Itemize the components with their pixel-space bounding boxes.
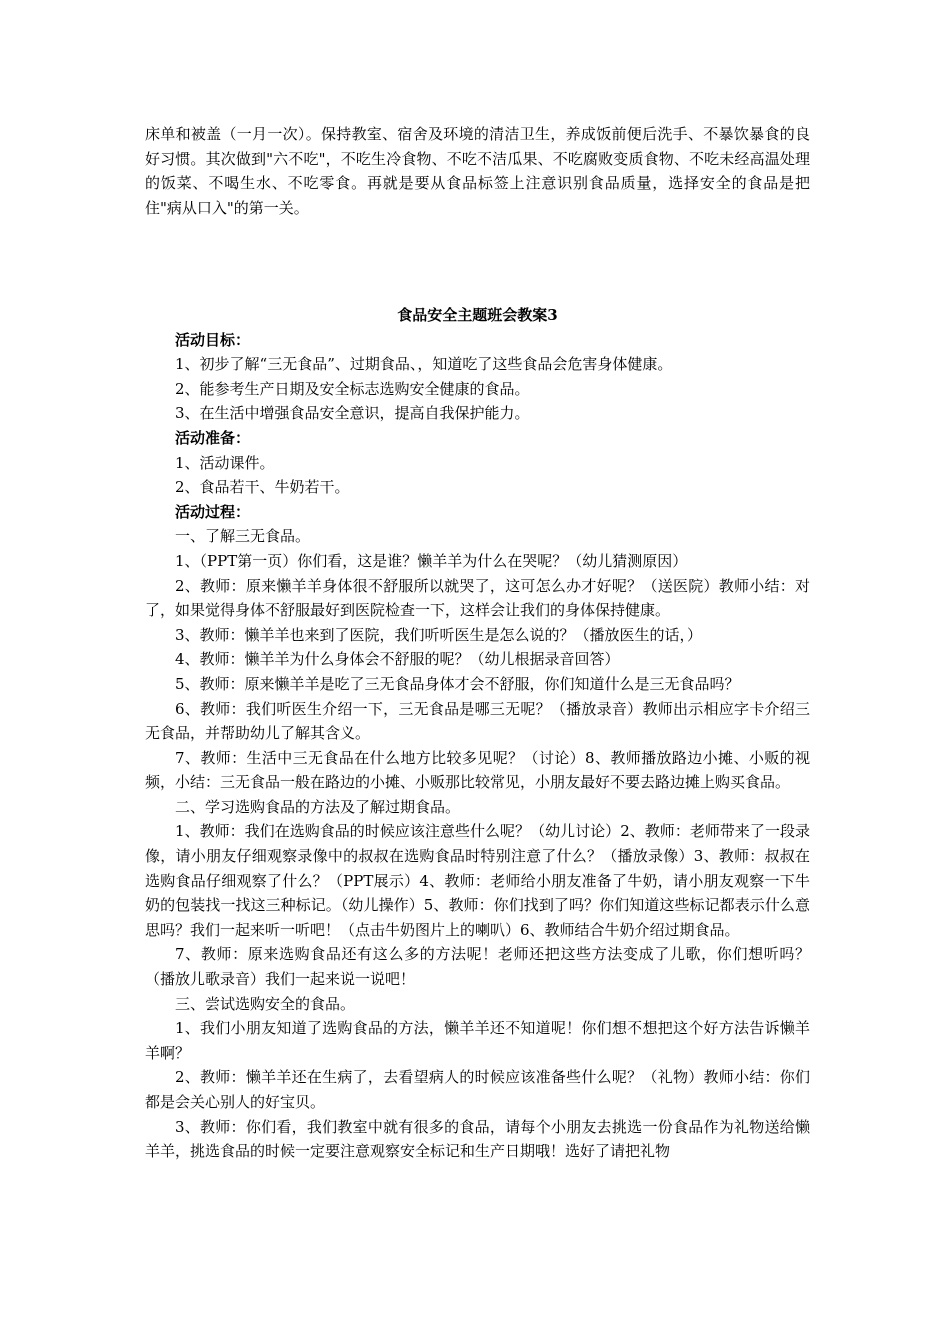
process-step: 1、教师：我们在选购食品的时候应该注意些什么呢？（幼儿讨论）2、教师：老师带来了一段录像，请小朋友仔细观察录像中的叔叔在选购食品时特别注意了什么？（播放录像）3、教师：叔叔在选购食品仔细观察了什么？（PPT展示）4、教师：老师给小朋友准备了牛奶，请小朋友观察一下牛奶的包装找一找这三种标记。（幼儿操作）5、教师：你们找到了吗？你们知道这些标记都表示什么意思吗？我们一起来听一听吧！（点击牛奶图片上的喇叭）6、教师结合牛奶介绍过期食品。 (145, 822, 810, 939)
process-step: 3、教师：你们看，我们教室中就有很多的食品，请每个小朋友去挑选一份食品作为礼物送给懒羊羊，挑选食品的时候一定要注意观察安全标记和生产日期哦！选好了请把礼物 (145, 1117, 810, 1161)
goals-heading: 活动目标： (175, 330, 251, 349)
prep-item: 2、食品若干、牛奶若干。 (175, 478, 350, 497)
lesson-title: 食品安全主题班会教案3 (397, 306, 558, 324)
process-step: 一、了解三无食品。 (175, 527, 311, 546)
process-step: 1、（PPT第一页）你们看，这是谁？懒羊羊为什么在哭呢？（幼儿猜测原因） (175, 551, 688, 570)
intro-paragraph: 床单和被盖（一月一次）。保持教室、宿舍及环境的清洁卫生，养成饭前便后洗手、不暴饮暴食的良好习惯。其次做到"六不吃"，不吃生冷食物、不吃不洁瓜果、不吃腐败变质食物、不吃未经高温处理的饭菜、不喝生水、不吃零食。再就是要从食品标签上注意识别食品质量，选择安全的食品是把住"病从口入"的第一关。 (145, 125, 810, 217)
process-step: 7、教师：原来选购食品还有这么多的方法呢！老师还把这些方法变成了儿歌，你们想听吗？（播放儿歌录音）我们一起来说一说吧！ (145, 945, 810, 989)
process-step: 3、教师：懒羊羊也来到了医院，我们听听医生是怎么说的？（播放医生的话，） (175, 625, 703, 644)
goal-item: 1、初步了解“三无食品”、过期食品、，知道吃了这些食品会危害身体健康。 (175, 355, 673, 374)
process-step: 7、教师：生活中三无食品在什么地方比较多见呢？（讨论）8、教师播放路边小摊、小贩的视频，小结：三无食品一般在路边的小摊、小贩那比较常见，小朋友最好不要去路边摊上购买食品。 (145, 748, 810, 792)
process-step: 2、教师：原来懒羊羊身体很不舒服所以就哭了，这可怎么办才好呢？（送医院）教师小结：对了，如果觉得身体不舒服最好到医院检查一下，这样会让我们的身体保持健康。 (145, 576, 810, 620)
lesson-section (145, 303, 810, 1164)
process-step: 5、教师：原来懒羊羊是吃了三无食品身体才会不舒服，你们知道什么是三无食品吗？ (175, 674, 740, 693)
prep-heading: 活动准备： (175, 428, 251, 447)
goal-item: 2、能参考生产日期及安全标志选购安全健康的食品。 (175, 379, 530, 398)
process-heading: 活动过程： (175, 502, 251, 521)
process-step: 2、教师：懒羊羊还在生病了，去看望病人的时候应该准备些什么呢？（礼物）教师小结：你们都是会关心别人的好宝贝。 (145, 1068, 810, 1111)
prep-item: 1、活动课件。 (175, 453, 275, 472)
goal-item: 3、在生活中增强食品安全意识，提高自我保护能力。 (175, 404, 530, 423)
intro-section (145, 122, 810, 220)
process-step: 6、教师：我们听医生介绍一下，三无食品是哪三无呢？（播放录音）教师出示相应字卡介绍三无食品，并帮助幼儿了解其含义。 (145, 699, 810, 743)
process-step: 4、教师：懒羊羊为什么身体会不舒服的呢？（幼儿根据录音回答） (175, 650, 620, 669)
process-step: 二、学习选购食品的方法及了解过期食品。 (175, 797, 461, 816)
process-step: 1、我们小朋友知道了选购食品的方法，懒羊羊还不知道呢！你们想不想把这个好方法告诉懒羊羊啊？ (145, 1019, 810, 1062)
process-step: 三、尝试选购安全的食品。 (175, 994, 356, 1013)
